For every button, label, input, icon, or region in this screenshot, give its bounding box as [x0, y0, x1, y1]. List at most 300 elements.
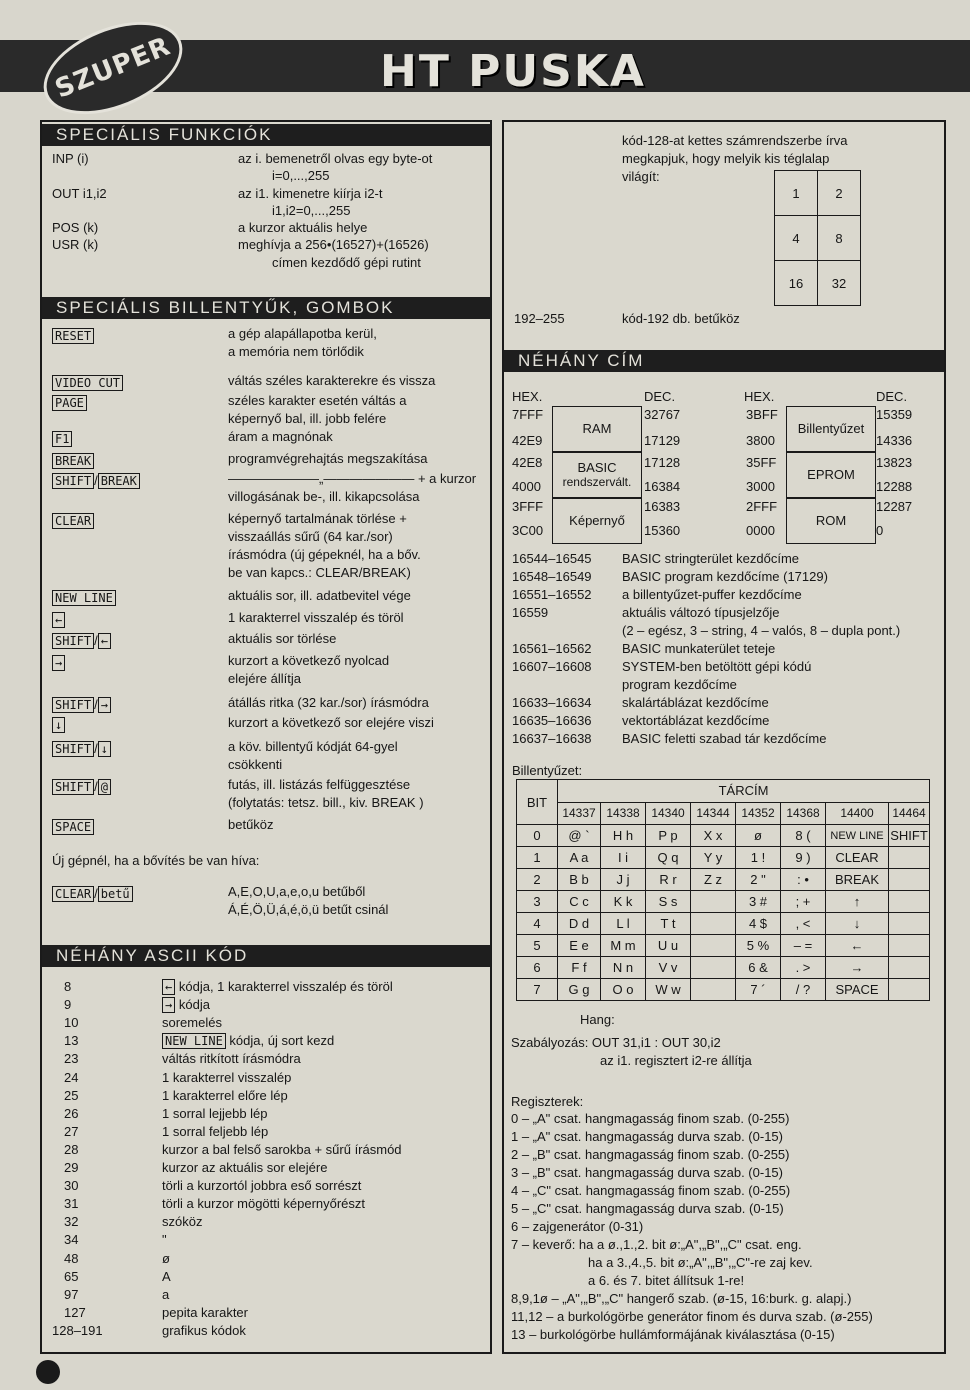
bill-desc: áram a magnónak: [228, 429, 333, 444]
bill-desc: váltás széles karakterekre és vissza: [228, 373, 436, 388]
kb-cell: Y y: [691, 847, 736, 869]
kb-cell: 3 #: [736, 891, 781, 913]
kb-cell: Z z: [691, 869, 736, 891]
kb-cell: 5: [517, 935, 558, 957]
kb-row: [517, 957, 930, 979]
key-combo: [52, 740, 111, 757]
addr-desc: program kezdőcíme: [622, 677, 737, 692]
kb-cell: E e: [558, 935, 601, 957]
bill-desc: futás, ill. listázás felfüggesztése: [228, 777, 411, 792]
key-combo: [52, 512, 94, 529]
graphic-text: kód-128-at kettes számrendszerbe írva: [622, 133, 848, 148]
dec-val: 15360: [644, 523, 681, 538]
keycap: @: [98, 779, 111, 795]
hex-val: 3BFF: [746, 407, 778, 422]
grid-cell: 2: [818, 171, 861, 216]
addr-desc: SYSTEM-ben betöltött gépi kódú: [622, 659, 812, 674]
ascii-desc: [162, 1322, 246, 1339]
kb-cell: L l: [601, 913, 646, 935]
bill-desc: széles karakter esetén váltás a: [228, 393, 407, 408]
kb-cell: 3: [517, 891, 558, 913]
ascii-text: 1 sorral feljebb lép: [162, 1123, 269, 1139]
szab1: Szabályozás: OUT 31,i1 : OUT 30,i2: [511, 1035, 721, 1050]
ascii-header: NÉHÁNY ASCII KÓD: [42, 945, 490, 967]
bill-desc: (folytatás: tetsz. bill., kiv. BREAK ): [228, 795, 424, 810]
mem-rom: ROM: [786, 498, 876, 544]
key-separator: /: [94, 886, 98, 901]
kb-cell: R r: [646, 869, 691, 891]
kb-cell: [889, 913, 930, 935]
kb-cell: 1: [517, 847, 558, 869]
dec-val: 12288: [876, 479, 913, 494]
kb-cell: [889, 979, 930, 1001]
kb-addr: 14340: [646, 802, 691, 825]
ascii-code: 13: [64, 1033, 79, 1049]
kb-label: Billentyűzet:: [512, 763, 583, 778]
hex-val: 0000: [746, 523, 775, 538]
code-range: 192–255: [514, 311, 565, 326]
key-combo: [52, 716, 65, 733]
ascii-text: pepita karakter: [162, 1304, 248, 1320]
ascii-desc: [162, 1050, 301, 1067]
ascii-desc: [162, 1123, 268, 1140]
kb-row: [517, 891, 930, 913]
key-separator: /: [94, 633, 98, 648]
ascii-desc: [162, 1213, 202, 1230]
kb-cell: V v: [646, 957, 691, 979]
col-hex: HEX.: [744, 389, 775, 404]
hex-val: 42E8: [512, 455, 543, 470]
szuper-badge: [30, 4, 195, 133]
ascii-text: kurzor az aktuális sor elejére: [162, 1160, 328, 1175]
kb-cell: [889, 935, 930, 957]
key-separator: /: [94, 741, 98, 756]
addr: 16559: [512, 605, 549, 620]
kb-cell: BREAK: [826, 869, 889, 891]
kb-row: [517, 847, 930, 869]
keycap: ↓: [52, 717, 65, 733]
grid-row: [775, 216, 861, 261]
dec-val: 15359: [876, 407, 913, 422]
ascii-text: ": [162, 1232, 167, 1248]
kb-cell: →: [826, 957, 889, 979]
hex-val: 3FFF: [512, 499, 544, 514]
keycap: BREAK: [98, 473, 140, 489]
register: 1 – „A" csat. hangmagasság durva szab. (0-15): [511, 1129, 783, 1144]
grid-row: [775, 171, 861, 216]
keycap: →: [162, 997, 175, 1013]
kb-addr: 14344: [691, 802, 736, 825]
addr: 16637–16638: [512, 731, 592, 746]
dec-val: 17128: [644, 455, 681, 470]
kb-addr: 14464: [889, 802, 930, 825]
funk-desc: meghívja a 256•(16527)+(16526): [238, 237, 429, 252]
addr: 16561–16562: [512, 641, 592, 656]
grid-row: [775, 261, 861, 306]
addr: 16544–16545: [512, 551, 592, 566]
dec-val: 16383: [644, 499, 681, 514]
dec-val: 12287: [876, 499, 913, 514]
kb-cell: [691, 913, 736, 935]
kb-addr: 14368: [781, 802, 826, 825]
ascii-text: 1 karakterrel előre lép: [162, 1087, 288, 1103]
bill-desc: kurzort a következő sor elejére viszi: [228, 715, 434, 730]
mem-kepernyo: Képernyő: [552, 498, 642, 544]
ascii-code: 8: [64, 979, 72, 994]
bill-desc: kurzort a következő nyolcad: [228, 653, 390, 668]
kb-bit-header: BIT: [517, 780, 558, 825]
bill-desc: a gép alapállapotba kerül,: [228, 326, 377, 341]
hex-val: 2FFF: [746, 499, 778, 514]
key-combo: [52, 778, 111, 795]
bill-desc: visszaállás sűrű (64 kar./sor): [228, 529, 393, 544]
kb-cell: P p: [646, 825, 691, 847]
register: a 6. és 7. bitet állítsuk 1-re!: [588, 1273, 745, 1288]
hex-val: 4000: [512, 479, 541, 494]
funk-key: POS (k): [52, 220, 99, 235]
bill-desc: átállás ritka (32 kar./sor) írásmódra: [228, 695, 429, 710]
dec-val: 13823: [876, 455, 913, 470]
register: 3 – „B" csat. hangmagasság durva szab. (0-15): [511, 1165, 783, 1180]
register: 7 – keverő: ha a ø.,1.,2. bit ø:„A",„B",„C" csat. eng.: [511, 1237, 802, 1252]
kb-cell: 0: [517, 825, 558, 847]
kb-tarcim-header: TÁRCÍM: [558, 780, 930, 803]
kb-cell: 2: [517, 869, 558, 891]
kb-cell: ø: [736, 825, 781, 847]
grid-cell: 32: [818, 261, 861, 306]
key-combo: [52, 430, 72, 447]
bill-desc: képernyő tartalmának törlése +: [228, 511, 407, 526]
ascii-code: 26: [64, 1105, 79, 1121]
bill-desc: programvégrehajtás megszakítása: [228, 451, 428, 466]
ascii-desc: [162, 1177, 361, 1194]
grid-cell: 8: [818, 216, 861, 261]
keyboard-table: [516, 779, 930, 1001]
ascii-desc: [162, 1304, 248, 1321]
keycap: ↓: [98, 741, 111, 757]
hex-val: 35FF: [746, 455, 777, 470]
kb-cell: 1 !: [736, 847, 781, 869]
ascii-text: törli a kurzortól jobbra eső sorrészt: [162, 1178, 362, 1194]
ascii-text: soremelés: [162, 1015, 222, 1031]
addr: 16551–16552: [512, 587, 592, 602]
ascii-desc: [162, 1141, 402, 1158]
key-combo: [52, 632, 111, 649]
key-separator: /: [94, 473, 98, 488]
ascii-desc: [162, 1105, 268, 1122]
ascii-desc: [162, 1231, 167, 1248]
addr-desc: a billentyűzet-puffer kezdőcíme: [622, 587, 802, 602]
ascii-text: grafikus kódok: [162, 1322, 246, 1338]
ascii-code: 127: [64, 1304, 86, 1320]
ascii-code: 128–191: [52, 1322, 103, 1338]
ascii-text: 1 karakterrel visszalép: [162, 1069, 292, 1085]
bill-desc: képernyő bal, ill. jobb felére: [228, 411, 387, 426]
keycap: VIDEO CUT: [52, 375, 123, 391]
kb-cell: K k: [601, 891, 646, 913]
addr: 16633–16634: [512, 695, 592, 710]
ascii-text: ø: [162, 1250, 170, 1266]
hex-val: 3C00: [512, 523, 544, 538]
keycap: SHIFT: [52, 633, 94, 649]
kb-cell: I i: [601, 847, 646, 869]
bill-desc: aktuális sor törlése: [228, 631, 337, 646]
keycap: →: [52, 655, 65, 671]
bill-desc: írásmódra (új gépeknél, ha a bőv.: [228, 547, 421, 562]
mem-eprom: EPROM: [786, 452, 876, 498]
dec-val: 32767: [644, 407, 681, 422]
kb-cell: : •: [781, 869, 826, 891]
ascii-desc: [162, 1268, 171, 1285]
bill-desc: ———————„——————— + a kurzor: [228, 471, 477, 486]
addr-desc: skalártáblázat kezdőcíme: [622, 695, 769, 710]
kb-cell: Q q: [646, 847, 691, 869]
ascii-desc: [162, 1069, 291, 1086]
kb-header-row: [517, 780, 930, 803]
register: ha a 3.,4.,5. bit ø:„A",„B",„C"-re zaj kev.: [588, 1255, 813, 1270]
keycap: SHIFT: [52, 697, 94, 713]
keycap: NEW LINE: [52, 590, 116, 606]
funk-desc: az i1. kimenetre kiírja i2-t: [238, 186, 383, 201]
reg-title: Regiszterek:: [511, 1094, 584, 1109]
key-combo: [52, 654, 65, 671]
kb-cell: 4 $: [736, 913, 781, 935]
kb-addr: 14352: [736, 802, 781, 825]
graphic-text: világít:: [622, 169, 660, 184]
ascii-text: váltás ritkított írásmódra: [162, 1051, 301, 1067]
keycap: BREAK: [52, 453, 94, 469]
keycap: CLEAR: [52, 513, 94, 529]
kb-cell: F f: [558, 957, 601, 979]
mem-label: BASIC: [577, 460, 617, 475]
keycap: ←: [162, 979, 175, 995]
ascii-text: szóköz: [162, 1214, 203, 1230]
keycap: ←: [52, 612, 65, 628]
kb-cell: [691, 979, 736, 1001]
ascii-code: 31: [64, 1196, 79, 1212]
key-combo: [52, 611, 65, 628]
bill-desc: a köv. billentyű kódját 64-gyel: [228, 739, 398, 754]
bill-desc: csökkenti: [228, 757, 283, 772]
ascii-desc: [162, 996, 210, 1013]
kb-cell: 7: [517, 979, 558, 1001]
hex-val: 7FFF: [512, 407, 544, 422]
graphic-grid: [774, 170, 861, 306]
kb-cell: N n: [601, 957, 646, 979]
bill-desc: aktuális sor, ill. adatbevitel vége: [228, 588, 411, 603]
left-column: [40, 120, 492, 1354]
kb-row: [517, 913, 930, 935]
funk-desc: i1,i2=0,...,255: [272, 203, 351, 218]
dec-val: 17129: [644, 433, 681, 448]
ascii-code: 65: [64, 1268, 79, 1284]
addr-desc: BASIC feletti szabad tár kezdőcíme: [622, 731, 827, 746]
keycap: ←: [98, 633, 111, 649]
kb-cell: X x: [691, 825, 736, 847]
addr-desc: BASIC stringterület kezdőcíme: [622, 551, 800, 566]
kb-cell: ←: [826, 935, 889, 957]
addr: 16635–16636: [512, 713, 592, 728]
dec-val: 14336: [876, 433, 913, 448]
bill-desc: a memória nem törlődik: [228, 344, 364, 359]
grid-cell: 1: [775, 171, 818, 216]
ascii-code: 29: [64, 1160, 79, 1175]
addr-desc: BASIC munkaterület teteje: [622, 641, 776, 656]
register: 2 – „B" csat. hangmagasság finom szab. (0-255): [511, 1147, 790, 1162]
kb-cell: CLEAR: [826, 847, 889, 869]
ascii-code: 48: [64, 1250, 79, 1266]
keycap: NEW LINE: [162, 1033, 226, 1049]
dec-val: 0: [876, 523, 884, 538]
kb-cell: [889, 847, 930, 869]
grid-cell: 16: [775, 261, 818, 306]
mem-basic: [552, 452, 642, 498]
kb-cell: H h: [601, 825, 646, 847]
hex-val: 3000: [746, 479, 775, 494]
kb-cell: D d: [558, 913, 601, 935]
ascii-text: 1 sorral lejjebb lép: [162, 1105, 268, 1121]
key-combo: [52, 327, 94, 344]
kb-row: [517, 935, 930, 957]
kb-cell: J j: [601, 869, 646, 891]
bill-desc: be van kapcs.: CLEAR/BREAK): [228, 565, 411, 580]
kb-cell: G g: [558, 979, 601, 1001]
ascii-desc: [162, 1014, 222, 1031]
keycap: →: [98, 697, 111, 713]
kb-cell: O o: [601, 979, 646, 1001]
kb-cell: 4: [517, 913, 558, 935]
addr-desc: BASIC program kezdőcíme (17129): [622, 569, 828, 584]
ascii-code: 27: [64, 1123, 79, 1139]
hex-val: 3800: [746, 433, 775, 448]
bill-desc: 1 karakterrel visszalép és töröl: [228, 610, 404, 625]
kb-cell: C c: [558, 891, 601, 913]
key-combo: [52, 452, 94, 469]
key-combo: [52, 472, 140, 489]
kb-cell: ↓: [826, 913, 889, 935]
clear-desc: A,E,O,U,a,e,o,u betűből: [228, 884, 366, 899]
kb-row: [517, 979, 930, 1001]
keycap: RESET: [52, 328, 94, 344]
ascii-code: 32: [64, 1214, 79, 1230]
kb-cell: 6: [517, 957, 558, 979]
funk-key: OUT i1,i2: [52, 186, 107, 201]
ascii-code: 28: [64, 1141, 79, 1157]
keycap: SHIFT: [52, 779, 94, 795]
kb-cell: [889, 957, 930, 979]
kb-cell: – =: [781, 935, 826, 957]
kb-cell: SPACE: [826, 979, 889, 1001]
col-hex: HEX.: [512, 389, 543, 404]
bill-note: Új gépnél, ha a bővítés be van híva:: [52, 853, 260, 868]
kb-cell: 8 (: [781, 825, 826, 847]
kb-cell: U u: [646, 935, 691, 957]
mem-label: rendszervált.: [562, 475, 632, 489]
mem-billentyuzet: Billentyűzet: [786, 406, 876, 452]
kb-cell: , <: [781, 913, 826, 935]
mem-ram: RAM: [552, 406, 642, 452]
key-combo: [52, 394, 87, 411]
key-combo: [52, 374, 123, 391]
register: 5 – „C" csat. hangmagasság durva szab. (0-15): [511, 1201, 784, 1216]
col-dec: DEC.: [644, 389, 676, 404]
ascii-code: 30: [64, 1178, 79, 1194]
ascii-desc: [162, 1032, 334, 1049]
clear-desc: Á,É,Ö,Ü,á,é,ö,ü betűt csinál: [228, 902, 389, 917]
hang-title: Hang:: [580, 1012, 615, 1027]
kb-cell: T t: [646, 913, 691, 935]
kb-row: [517, 869, 930, 891]
key-separator: /: [94, 779, 98, 794]
spec-funk-header: SPECIÁLIS FUNKCIÓK: [42, 124, 490, 146]
kb-cell: NEW LINE: [826, 825, 889, 847]
badge-text: SZUPER: [51, 31, 175, 105]
ascii-text: kódja: [178, 997, 210, 1013]
kb-cell: @ `: [558, 825, 601, 847]
kb-row: [517, 825, 930, 847]
ascii-text: kurzor a bal felső sarokba + sűrű írásmód: [162, 1141, 402, 1157]
kb-cell: 5 %: [736, 935, 781, 957]
kb-addr-row: [517, 802, 930, 825]
page-corner-dot: [36, 1360, 60, 1384]
ascii-desc: [162, 1087, 288, 1104]
kb-cell: [691, 957, 736, 979]
funk-key: INP (i): [52, 151, 89, 166]
addr-desc: vektortáblázat kezdőcíme: [622, 713, 770, 728]
kb-cell: [691, 935, 736, 957]
ascii-code: 25: [64, 1087, 79, 1103]
kb-addr: 14400: [826, 802, 889, 825]
register: 11,12 – a burkológörbe generátor finom és durva szab. (ø-255): [511, 1309, 873, 1324]
ascii-desc: [162, 1286, 169, 1303]
hex-val: 42E9: [512, 433, 543, 448]
kb-cell: A a: [558, 847, 601, 869]
kb-cell: SHIFT: [889, 825, 930, 847]
col-dec: DEC.: [876, 389, 908, 404]
kb-cell: ; +: [781, 891, 826, 913]
key-combo: [52, 589, 116, 606]
kb-addr: 14338: [601, 802, 646, 825]
addr: 16607–16608: [512, 659, 592, 674]
kb-cell: 7 ´: [736, 979, 781, 1001]
funk-key: USR (k): [52, 237, 99, 252]
szab2: az i1. regisztert i2-re állítja: [600, 1053, 752, 1068]
funk-desc: az i. bemenetről olvas egy byte-ot: [238, 151, 433, 166]
kb-addr: 14337: [558, 802, 601, 825]
ascii-code: 9: [64, 997, 72, 1013]
register: 8,9,1ø – „A",„B",„C" hangerő szab. (ø-15, 16:burk. g. alapj.): [511, 1291, 852, 1306]
graphic-text: megkapjuk, hogy melyik kis téglalap: [622, 151, 830, 166]
addr-desc: (2 – egész, 3 – string, 4 – valós, 8 – dupla pont.): [622, 623, 901, 638]
kb-cell: 9 ): [781, 847, 826, 869]
ascii-code: 97: [64, 1286, 79, 1302]
ascii-code: 34: [64, 1232, 79, 1248]
kb-cell: . >: [781, 957, 826, 979]
ascii-code: 24: [64, 1069, 79, 1085]
register: 6 – zajgenerátor (0-31): [511, 1219, 644, 1234]
kb-cell: 6 &: [736, 957, 781, 979]
kb-cell: / ?: [781, 979, 826, 1001]
funk-desc: i=0,...,255: [272, 168, 330, 183]
register: 0 – „A" csat. hangmagasság finom szab. (0-255): [511, 1111, 790, 1126]
ascii-desc: [162, 978, 393, 995]
key-separator: /: [94, 697, 98, 712]
ascii-text: törli a kurzor mögötti képernyőrészt: [162, 1196, 366, 1212]
ascii-text: a: [162, 1286, 170, 1302]
keycap: PAGE: [52, 395, 87, 411]
ascii-desc: [162, 1250, 170, 1267]
keycap: F1: [52, 431, 72, 447]
